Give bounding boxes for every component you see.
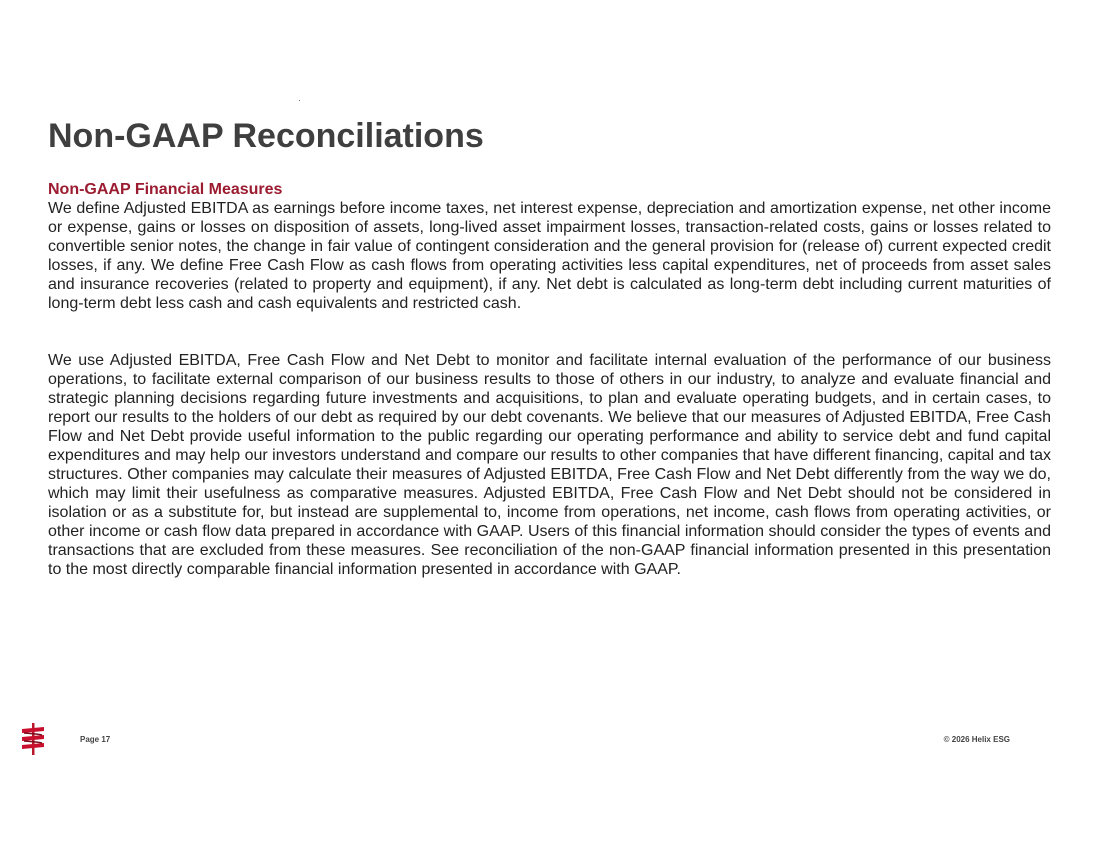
content-area — [48, 181, 1051, 579]
decorative-dot — [299, 100, 300, 101]
usage-paragraph: We use Adjusted EBITDA, Free Cash Flow and Net Debt to monitor and facilitate internal evaluation of the performance of our business operations, to facilitate external comparison of our business results to those of others in our industry, to analyze and evaluate financial and strategic planning decisions regarding future investments and acquisitions, to plan and evaluate operating budgets, and in certain cases, to report our results to the holders of our debt as required by our debt covenants. We believe that our measures of Adjusted EBITDA, Free Cash Flow and Net Debt provide useful information to the public regarding our operating performance and ability to service debt and fund capital expenditures and may help our investors understand and compare our results to other companies that have different financing, capital and tax structures. Other companies may calculate their measures of Adjusted EBITDA, Free Cash Flow and Net Debt differently from the way we do, which may limit their usefulness as comparative measures. Adjusted EBITDA, Free Cash Flow and Net Debt should not be considered in isolation or as a substitute for, but instead are supplemental to, income from operations, net income, cash flows from operating activities, or other income or cash flow data prepared in accordance with GAAP. Users of this financial information should consider the types of events and transactions that are excluded from these measures. See reconciliation of the non-GAAP financial information presented in this presentation to the most directly comparable financial information presented in accordance with GAAP. — [48, 352, 1051, 578]
paragraph-spacer — [48, 313, 1051, 351]
section-heading: Non-GAAP Financial Measures — [48, 181, 283, 198]
copyright-notice: © 2026 Helix ESG — [943, 735, 1010, 744]
page-number: Page 17 — [80, 735, 111, 744]
page-title: Non-GAAP Reconciliations — [48, 117, 484, 155]
definition-paragraph: We define Adjusted EBITDA as earnings before income taxes, net interest expense, depreciation and amortization expense, net other income or expense, gains or losses on disposition of assets, long-lived asset impairment losses, transaction-related costs, gains or losses related to convertible senior notes, the change in fair value of contingent consideration and the general provision for (release of) current expected credit losses, if any. We define Free Cash Flow as cash flows from operating activities less capital expenditures, net of proceeds from asset sales and insurance recoveries (related to property and equipment), if any. Net debt is calculated as long-term debt including current maturities of long-term debt less cash and cash equivalents and restricted cash. — [48, 200, 1051, 312]
helix-logo-icon — [20, 723, 46, 755]
